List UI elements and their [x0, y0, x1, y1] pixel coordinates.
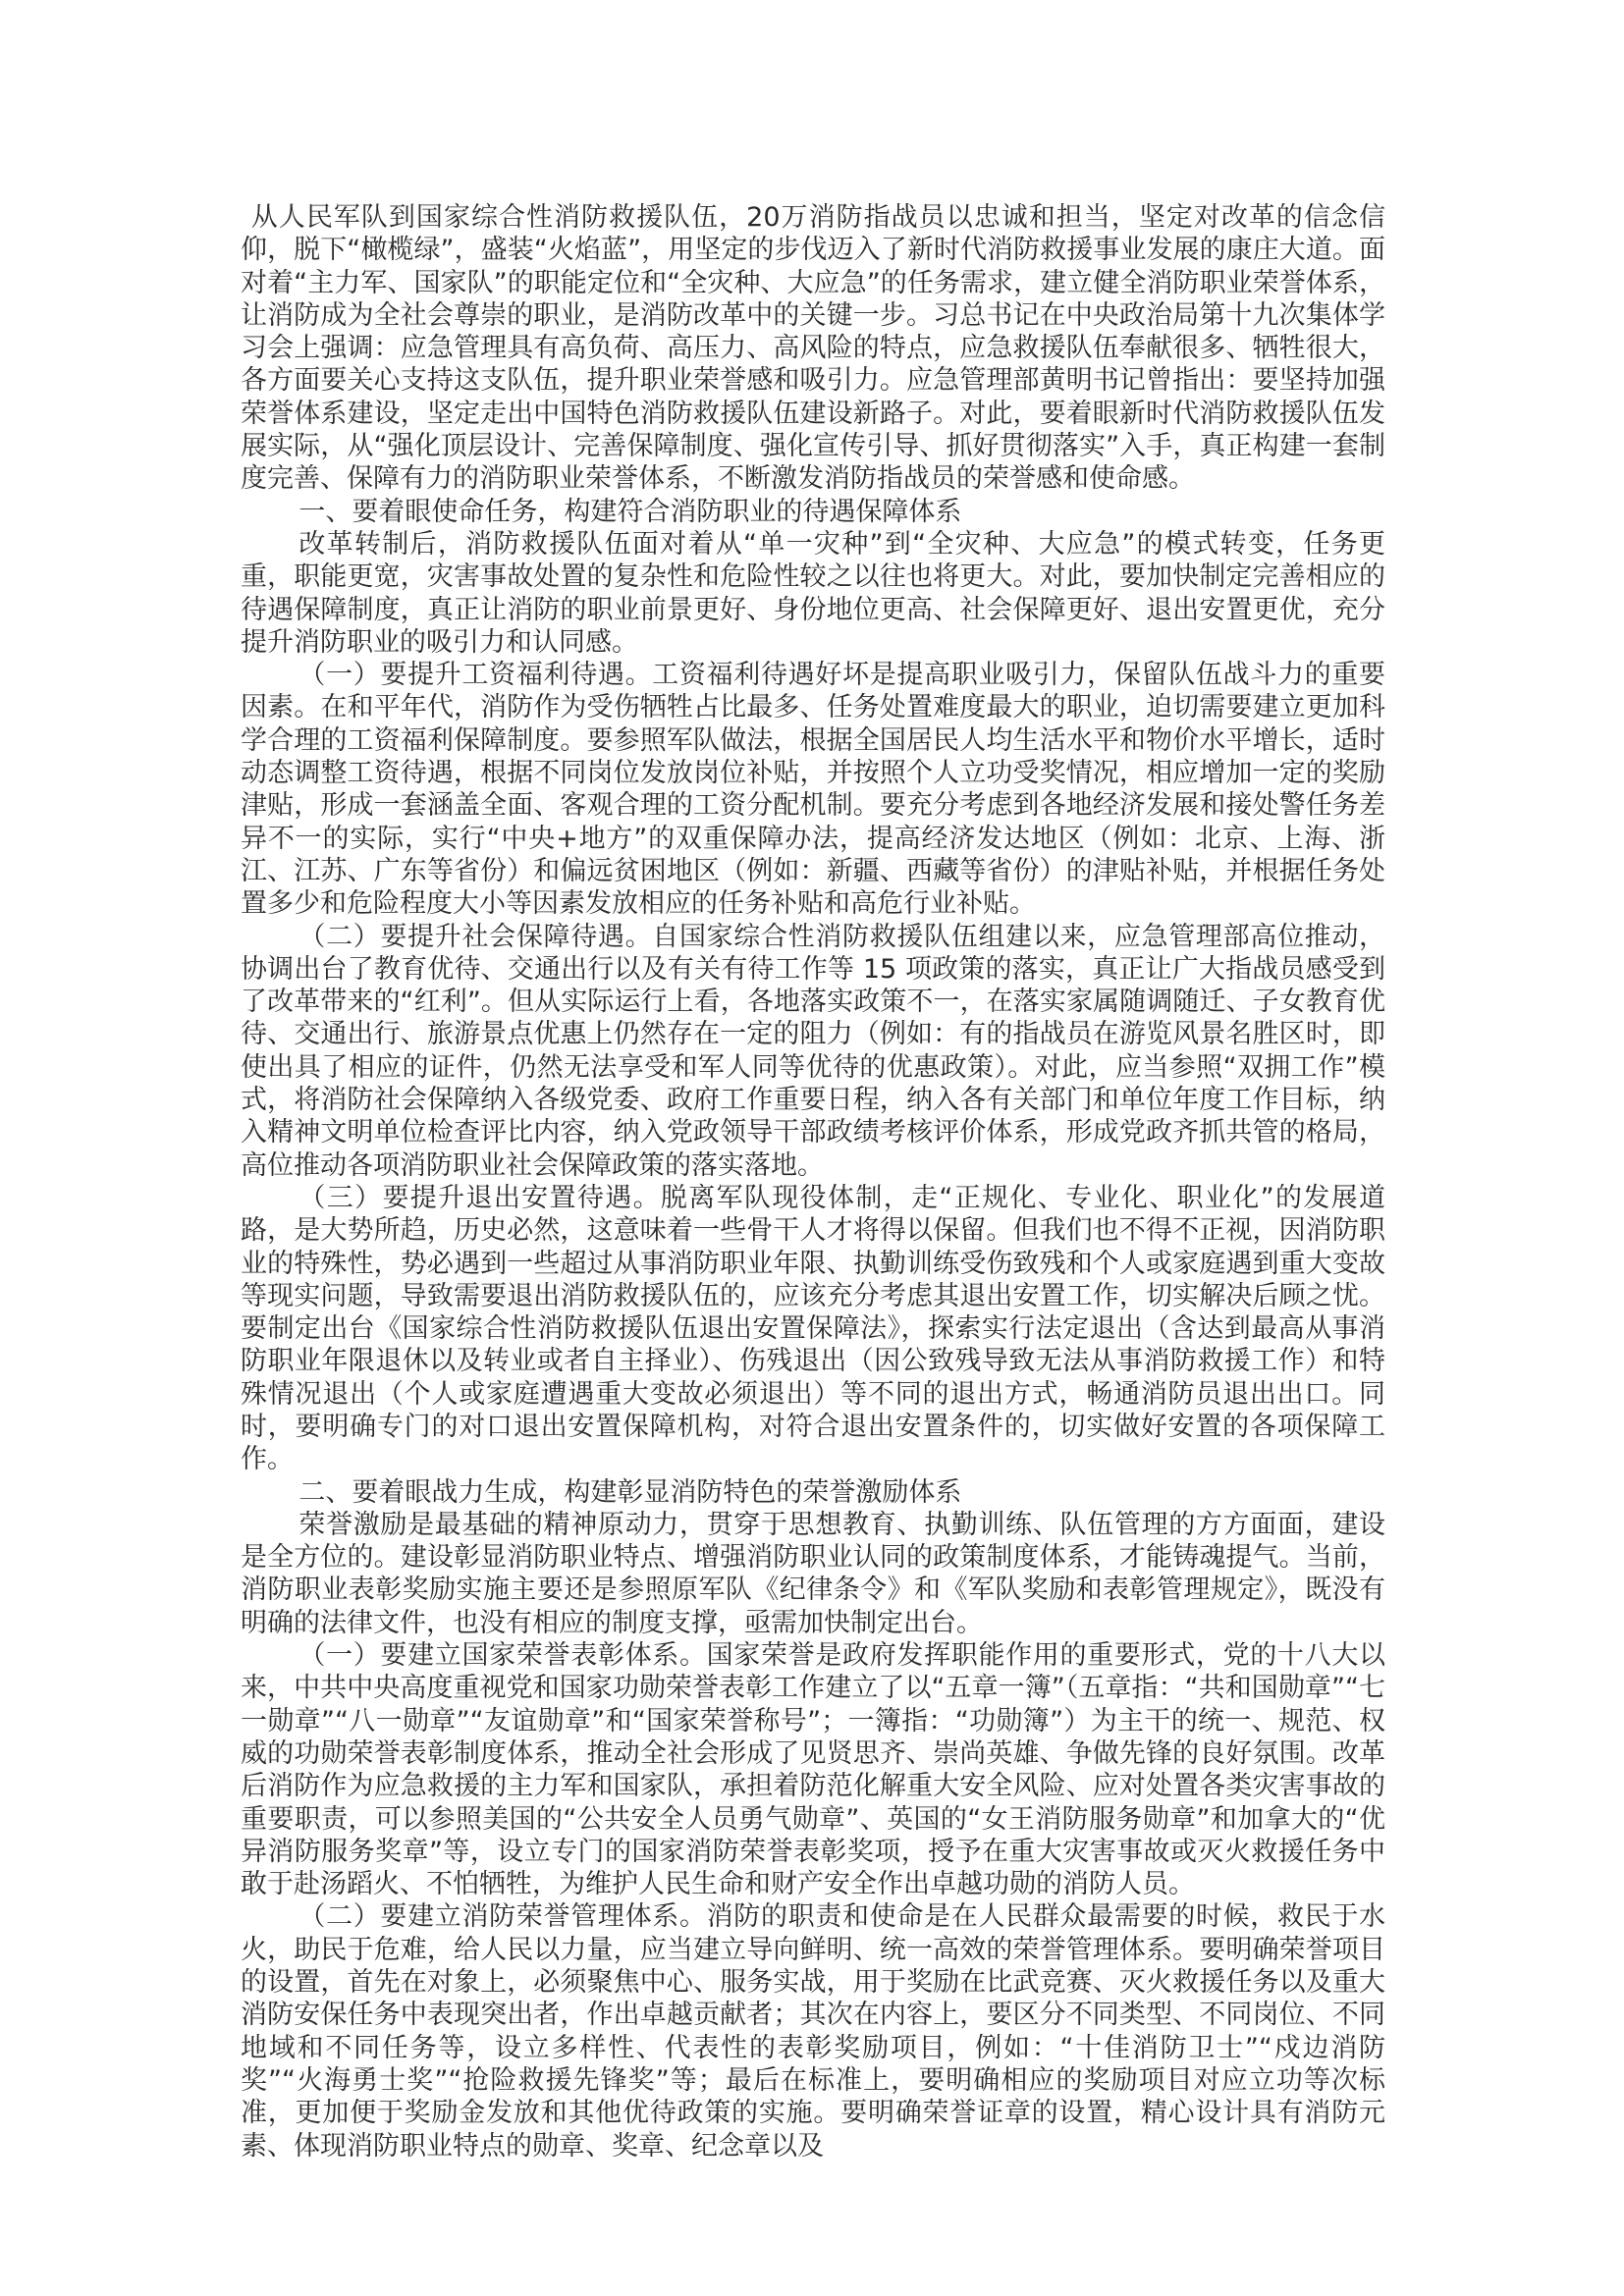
section-1-item-3: （三）要提升退出安置待遇。脱离军队现役体制，走“正规化、专业化、职业化”的发展道路，是大势所趋，历史必然，这意味着一些骨干人才将得以保留。但我们也不得不正视，因消防职业的特殊性，势必遇到一些超过从事消防职业年限、执勤训练受伤致残和个人或家庭遇到重大变故等现实问题，导致需要退出消防救援队伍的，应该充分考虑其退出安置工作，切实解决后顾之忧。要制定出台《国家综合性消防救援队伍退出安置保障法》，探索实行法定退出（含达到最高从事消防职业年限退休以及转业或者自主择业）、伤残退出（因公致残导致无法从事消防救援工作）和特殊情况退出（个人或家庭遭遇重大变故必须退出）等不同的退出方式，畅通消防员退出出口。同时，要明确专门的对口退出安置保障机构，对符合退出安置条件的，切实做好安置的各项保障工作。 — [241, 1182, 1385, 1475]
section-2-item-2: （二）要建立消防荣誉管理体系。消防的职责和使命是在人民群众最需要的时候，救民于水火，助民于危难，给人民以力量，应当建立导向鲜明、统一高效的荣誉管理体系。要明确荣誉项目的设置，首先在对象上，必须聚焦中心、服务实战，用于奖励在比武竞赛、灭火救援任务以及重大消防安保任务中表现突出者，作出卓越贡献者；其次在内容上，要区分不同类型、不同岗位、不同地域和不同任务等，设立多样性、代表性的表彰奖励项目，例如：“十佳消防卫士”“戍边消防奖”“火海勇士奖”“抢险救援先锋奖”等；最后在标准上，要明确相应的奖励项目对应立功等次标准，更加便于奖励金发放和其他优待政策的实施。要明确荣誉证章的设置，精心设计具有消防元素、体现消防职业特点的勋章、奖章、纪念章以及 — [241, 1901, 1385, 2162]
section-1-item-2: （二）要提升社会保障待遇。自国家综合性消防救援队伍组建以来，应急管理部高位推动，协调出台了教育优待、交通出行以及有关有待工作等 15 项政策的落实，真正让广大指战员感受到了改革带来的“红利”。但从实际运行上看，各地落实政策不一，在落实家属随调随迁、子女教育优待、交通出行、旅游景点优惠上仍然存在一定的阻力（例如：有的指战员在游览风景名胜区时，即使出具了相应的证件，仍然无法享受和军人同等优待的优惠政策）。对此，应当参照“双拥工作”模式，将消防社会保障纳入各级党委、政府工作重要日程，纳入各有关部门和单位年度工作目标，纳入精神文明单位检查评比内容，纳入党政领导干部政绩考核评价体系，形成党政齐抓共管的格局，高位推动各项消防职业社会保障政策的落实落地。 — [241, 921, 1385, 1181]
section-2-lead-paragraph: 荣誉激励是最基础的精神原动力，贯穿于思想教育、执勤训练、队伍管理的方方面面，建设是全方位的。建设彰显消防职业特点、增强消防职业认同的政策制度体系，才能铸魂提气。当前，消防职业表彰奖励实施主要还是参照原军队《纪律条令》和《军队奖励和表彰管理规定》，既没有明确的法律文件，也没有相应的制度支撑，亟需加快制定出台。 — [241, 1509, 1385, 1638]
document-body — [241, 201, 1385, 2163]
section-heading-1: 一、要着眼使命任务，构建符合消防职业的待遇保障体系 — [298, 496, 962, 527]
section-1-lead-paragraph: 改革转制后，消防救援队伍面对着从“单一灾种”到“全灾种、大应急”的模式转变，任务更重，职能更宽，灾害事故处置的复杂性和危险性较之以往也将更大。对此，要加快制定完善相应的待遇保障制度，真正让消防的职业前景更好、身份地位更高、社会保障更好、退出安置更优，充分提升消防职业的吸引力和认同感。 — [241, 528, 1385, 658]
section-1-item-1: （一）要提升工资福利待遇。工资福利待遇好坏是提高职业吸引力，保留队伍战斗力的重要因素。在和平年代，消防作为受伤牺牲占比最多、任务处置难度最大的职业，迫切需要建立更加科学合理的工资福利保障制度。要参照军队做法，根据全国居民人均生活水平和物价水平增长，适时动态调整工资待遇，根据不同岗位发放岗位补贴，并按照个人立功受奖情况，相应增加一定的奖励津贴，形成一套涵盖全面、客观合理的工资分配机制。要充分考虑到各地经济发展和接处警任务差异不一的实际，实行“中央+地方”的双重保障办法，提高经济发达地区（例如：北京、上海、浙江、江苏、广东等省份）和偏远贫困地区（例如：新疆、西藏等省份）的津贴补贴，并根据任务处置多少和危险程度大小等因素发放相应的任务补贴和高危行业补贴。 — [241, 660, 1385, 920]
intro-paragraph: 从人民军队到国家综合性消防救援队伍，20万消防指战员以忠诚和担当，坚定对改革的信念信仰，脱下“橄榄绿”，盛装“火焰蓝”，用坚定的步伐迈入了新时代消防救援事业发展的康庄大道。面对着“主力军、国家队”的职能定位和“全灾种、大应急”的任务需求，建立健全消防职业荣誉体系，让消防成为全社会尊崇的职业，是消防改革中的关键一步。习总书记在中央政治局第十九次集体学习会上强调：应急管理具有高负荷、高压力、高风险的特点，应急救援队伍奉献很多、牺牲很大，各方面要关心支持这支队伍，提升职业荣誉感和吸引力。应急管理部黄明书记曾指出：要坚持加强荣誉体系建设，坚定走出中国特色消防救援队伍建设新路子。对此，要着眼新时代消防救援队伍发展实际，从“强化顶层设计、完善保障制度、强化宣传引导、抓好贯彻落实”入手，真正构建一套制度完善、保障有力的消防职业荣誉体系，不断激发消防指战员的荣誉感和使命感。 — [241, 202, 1385, 495]
section-2-item-1: （一）要建立国家荣誉表彰体系。国家荣誉是政府发挥职能作用的重要形式，党的十八大以来，中共中央高度重视党和国家功勋荣誉表彰工作建立了以“五章一簿”（五章指：“共和国勋章”“七一勋章”“八一勋章”“友谊勋章”和“国家荣誉称号”；一簿指：“功勋簿”）为主干的统一、规范、权威的功勋荣誉表彰制度体系，推动全社会形成了见贤思齐、崇尚英雄、争做先锋的良好氛围。改革后消防作为应急救援的主力军和国家队，承担着防范化解重大安全风险、应对处置各类灾害事故的重要职责，可以参照美国的“公共安全人员勇气勋章”、英国的“女王消防服务勋章”和加拿大的“优异消防服务奖章”等，设立专门的国家消防荣誉表彰奖项，授予在重大灾害事故或灭火救援任务中敢于赴汤蹈火、不怕牺牲，为维护人民生命和财产安全作出卓越功勋的消防人员。 — [241, 1640, 1385, 1900]
section-heading-2: 二、要着眼战力生成，构建彰显消防特色的荣誉激励体系 — [298, 1476, 962, 1508]
